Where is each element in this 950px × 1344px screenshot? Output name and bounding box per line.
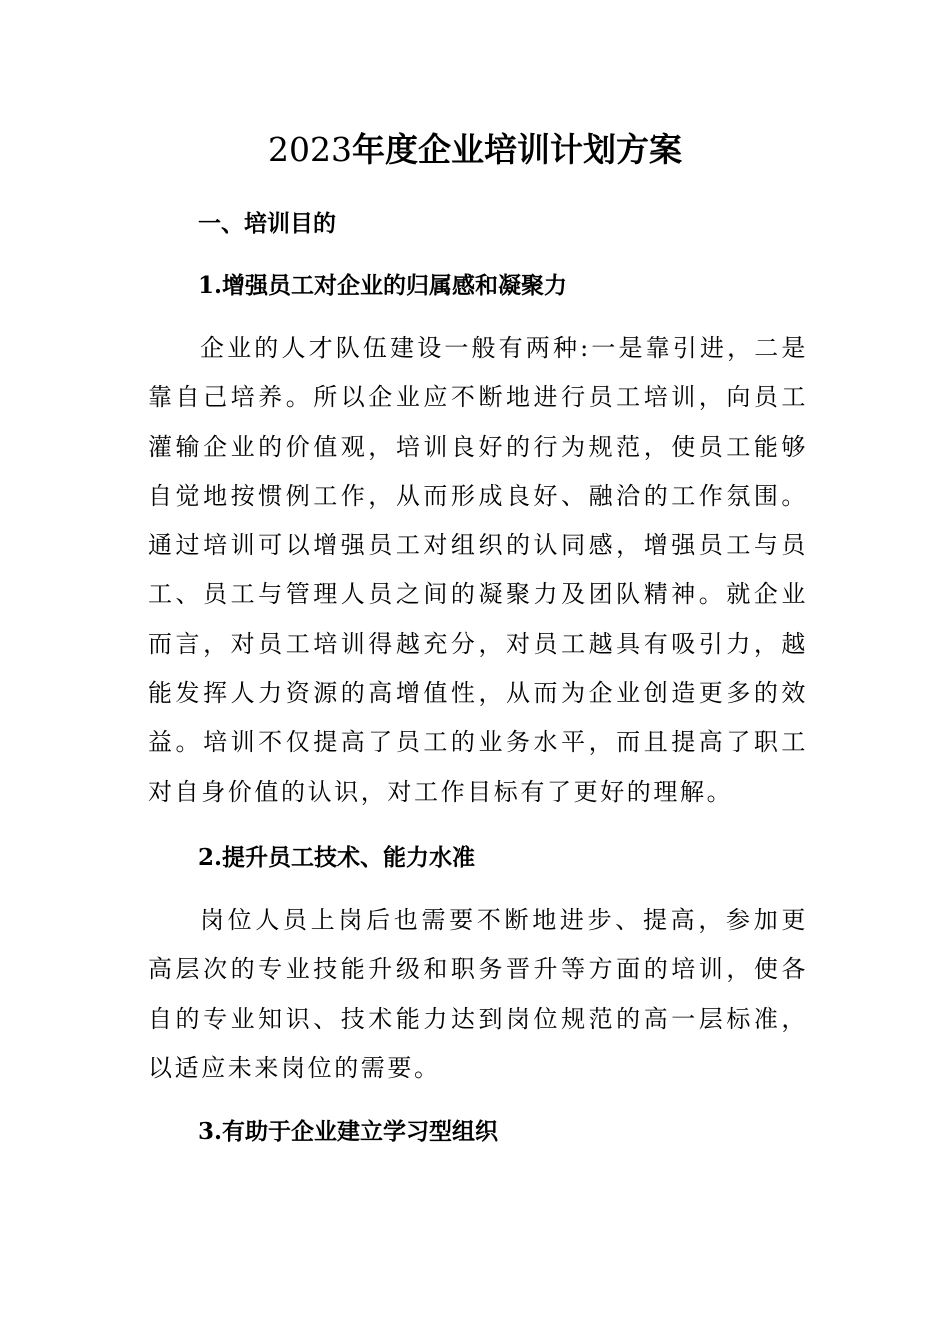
paragraph-skills: 岗位人员上岗后也需要不断地进步、提高，参加更高层次的专业技能升级和职务晋升等方面的培训，使各自的专业知识、技术能力达到岗位规范的高一层标准，以适应未来岗位的需要。 <box>148 906 808 1082</box>
paragraph-belonging: 企业的人才队伍建设一般有两种:一是靠引进，二是靠自己培养。所以企业应不断地进行员工培训，向员工灌输企业的价值观，培训良好的行为规范，使员工能够自觉地按惯例工作，从而形成良好、融洽的工作氛围。通过培训可以增强员工对组织的认同感，增强员工与员工、员工与管理人员之间的凝聚力及团队精神。就企业而言，对员工培训得越充分，对员工越具有吸引力，越能发挥人力资源的高增值性，从而为企业创造更多的效益。培训不仅提高了员工的业务水平，而且提高了职工对自身价值的认识，对工作目标有了更好的理解。 <box>148 334 808 806</box>
section-heading-purpose: 一、培训目的 <box>198 210 336 237</box>
title-text: 年度企业培训计划方案 <box>351 130 682 169</box>
document-title <box>0 126 950 174</box>
subheading-skills: 2.提升员工技术、能力水准 <box>198 844 476 871</box>
title-year: 2023 <box>268 130 352 169</box>
subheading-learning-org: 3.有助于企业建立学习型组织 <box>198 1118 499 1145</box>
subheading-belonging: 1.增强员工对企业的归属感和凝聚力 <box>198 272 568 299</box>
